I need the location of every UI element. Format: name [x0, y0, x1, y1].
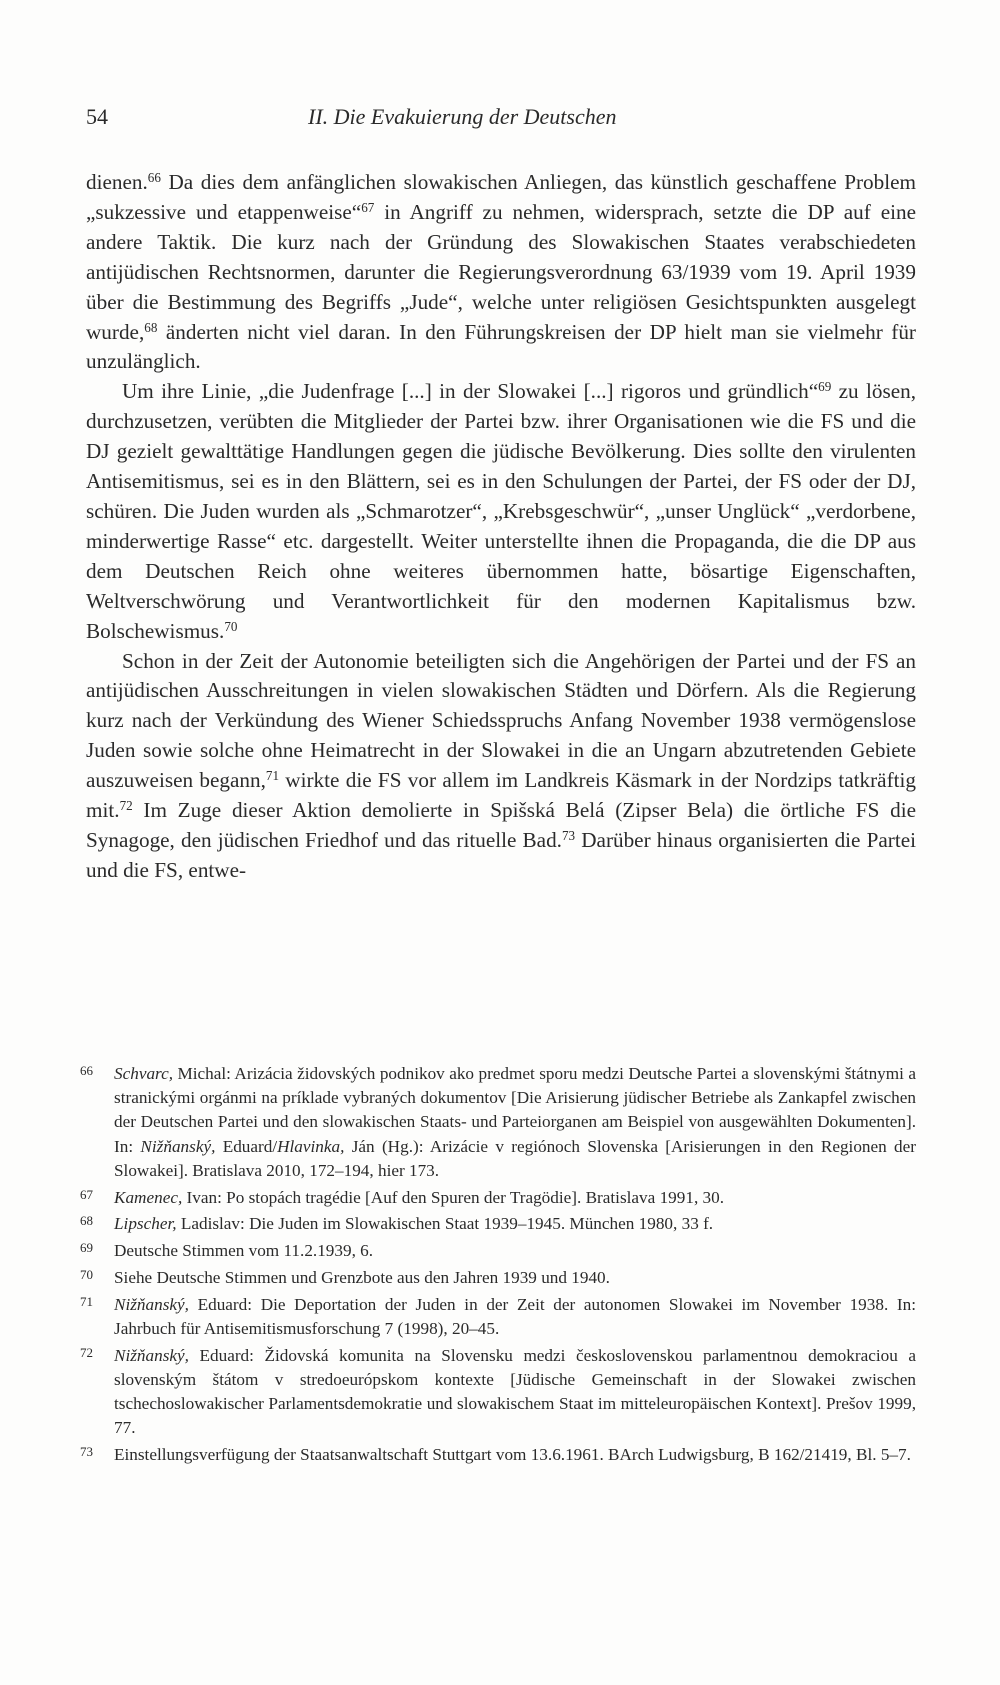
text-run: Schon in der Zeit der Autonomie beteiligten sich die Angehörigen der Partei und der FS an antijüdischen Ausschreitungen in vielen slowakischen Städten und Dörfern. Als die Regierung kurz nach der Verkündung des Wiener Schiedsspruchs Anfang November 1938 vermögenslose Juden sowie solche ohne Heimatrecht in der Slowakei in die an Ungarn abzutretenden Gebiete auszuweisen begann,	[86, 648, 916, 793]
footnote-70	[80, 1266, 916, 1290]
footnote-71	[80, 1293, 916, 1341]
text-run: Da dies dem anfänglichen slowakischen Anliegen, das künstlich geschaffene Problem „sukzessive und etappenweise“	[86, 170, 916, 224]
footnote-editor: Hlavinka,	[277, 1136, 345, 1156]
page-number: 54	[86, 104, 108, 129]
running-title: II. Die Evakuierung der Deutschen	[308, 104, 617, 129]
page-header	[86, 104, 916, 140]
footnote-ref: 70	[224, 618, 238, 634]
footnote-author: Nižňanský,	[114, 1294, 189, 1314]
footnote-text: Siehe Deutsche Stimmen und Grenzbote aus den Jahren 1939 und 1940.	[114, 1268, 610, 1287]
footnotes	[80, 1062, 916, 1470]
footnote-ref: 72	[119, 797, 133, 813]
footnote-number: 72	[80, 1344, 93, 1360]
footnote-ref: 71	[265, 767, 279, 783]
paragraph-3	[86, 647, 916, 886]
footnote-author: Kamenec,	[114, 1187, 183, 1207]
paragraph-2	[86, 377, 916, 646]
footnote-number: 68	[80, 1213, 93, 1229]
footnote-number: 67	[80, 1186, 93, 1202]
text-run: Ján (Hg.): Arizácie v regiónoch Slovenska [Arisierungen in den Regionen der Slowakei]. Bratislava 2010, 172–194, hier 173.	[114, 1136, 917, 1180]
footnote-text	[114, 1344, 916, 1441]
footnote-68	[80, 1212, 916, 1236]
footnote-editor: Nižňanský,	[140, 1136, 216, 1156]
text-run: Michal: Arizácia židovských podnikov ako predmet sporu medzi Deutsche Partei a slovenskými štátnymi a stranickými orgánmi na príklade vybraných dokumentov [Die Arisierung jüdischer Betriebe als Zankapfel zwischen der Deutschen Partei und den slowakischen Staats- und Parteiorganen am Beispiel von ausgewählten Dokumenten]. In:	[114, 1064, 916, 1156]
footnote-text	[114, 1062, 916, 1183]
text-run: dienen.	[86, 170, 148, 194]
main-text	[86, 168, 916, 886]
footnote-text: Einstellungsverfügung der Staatsanwaltschaft Stuttgart vom 13.6.1961. BArch Ludwigsburg, B 162/21419, Bl. 5–7.	[114, 1445, 911, 1465]
footnote-author: Nižňanský,	[114, 1345, 189, 1365]
footnote-author: Schvarc,	[114, 1064, 174, 1083]
text-run: in Angriff zu nehmen, widersprach, setzte die DP auf eine andere Taktik. Die kurz nach der Gründung des Slowakischen Staates verabschiedeten antijüdischen Rechtsnormen, darunter die Regierungsverordnung 63/1939 vom 19. April 1939 über die Bestimmung des Begriffs „Jude“, welche unter religiösen Gesichtspunkten ausgelegt wurde,	[86, 199, 916, 344]
text-run: Eduard: Židovská komunita na Slovensku medzi československou parlamentnou demokraciou a slovenským štátom v stredoeurópskom kontexte [Jüdische Gemeinschaft in der Slowakei zwischen tschechoslowakischer Parlamentsdemokratie und slowakischem Staat im mitteleuropäischen Kontext]. Prešov 1999, 77.	[114, 1345, 916, 1438]
footnote-66	[80, 1062, 916, 1183]
footnote-text	[114, 1212, 916, 1236]
footnote-ref: 73	[561, 827, 576, 843]
text-run: Eduard: Die Deportation der Juden in der Zeit der autonomen Slowakei im November 1938. In: Jahrbuch für Antisemitismusforschung 7 (1998), 20–45.	[114, 1294, 916, 1338]
footnote-72	[80, 1344, 916, 1441]
footnote-ref: 69	[818, 379, 832, 395]
footnote-73	[80, 1443, 916, 1467]
footnote-number: 69	[80, 1240, 93, 1256]
footnote-67	[80, 1186, 916, 1210]
footnote-number: 70	[80, 1267, 93, 1282]
footnote-ref: 67	[361, 199, 375, 215]
text-run: änderten nicht viel daran. In den Führungskreisen der DP hielt man sie vielmehr für unzulänglich.	[86, 319, 916, 374]
footnote-number: 71	[80, 1293, 93, 1309]
footnote-author: Lipscher,	[114, 1214, 177, 1234]
footnote-text: Deutsche Stimmen vom 11.2.1939, 6.	[114, 1241, 374, 1261]
footnote-ref: 68	[144, 319, 158, 335]
text-run: Ladislav: Die Juden im Slowakischen Staat 1939–1945. München 1980, 33 f.	[176, 1214, 714, 1234]
footnote-69	[80, 1239, 916, 1263]
text-run: Darüber hinaus organisierten die Partei und die FS, entwe-	[86, 827, 917, 882]
text-run: Ivan: Po stopách tragédie [Auf den Spuren der Tragödie]. Bratislava 1991, 30.	[182, 1187, 725, 1207]
paragraph-1	[86, 168, 916, 377]
text-run: zu lösen, durchzusetzen, verübten die Mitglieder der Partei bzw. ihrer Organisationen wie die FS und die DJ gezielt gewalttätige Handlungen gegen die jüdische Bevölkerung. Dies sollte den virulenten Antisemitismus, sei es in den Blättern, sei es in den Schulungen der Partei, der FS oder der DJ, schüren. Die Juden wurden als „Schmarotzer“, „Krebsgeschwür“, „unser Unglück“ „verdorbene, minderwertige Rasse“ etc. dargestellt. Weiter unterstellte ihnen die Propaganda, die die DP aus dem Deutschen Reich ohne weiteres übernommen hatte, bösartige Eigenschaften, Weltverschwörung und Verantwortlichkeit für den modernen Kapitalismus bzw. Bolschewismus.	[86, 379, 916, 643]
footnote-number: 73	[80, 1444, 93, 1460]
text-run: Eduard/	[215, 1136, 278, 1156]
text-run: Im Zuge dieser Aktion demolierte in Spišská Belá (Zipser Bela) die örtliche FS die Synagoge, den jüdischen Friedhof und das rituelle Bad.	[86, 798, 916, 852]
text-run: wirkte die FS vor allem im Landkreis Käsmark in der Nordzips tatkräftig mit.	[86, 768, 916, 823]
footnote-text	[114, 1186, 916, 1210]
text-run: Um ihre Linie, „die Judenfrage [...] in der Slowakei [...] rigoros und gründlich“	[122, 379, 819, 404]
footnote-number: 66	[80, 1063, 93, 1078]
footnote-text	[114, 1293, 916, 1341]
footnote-ref: 66	[147, 169, 161, 185]
